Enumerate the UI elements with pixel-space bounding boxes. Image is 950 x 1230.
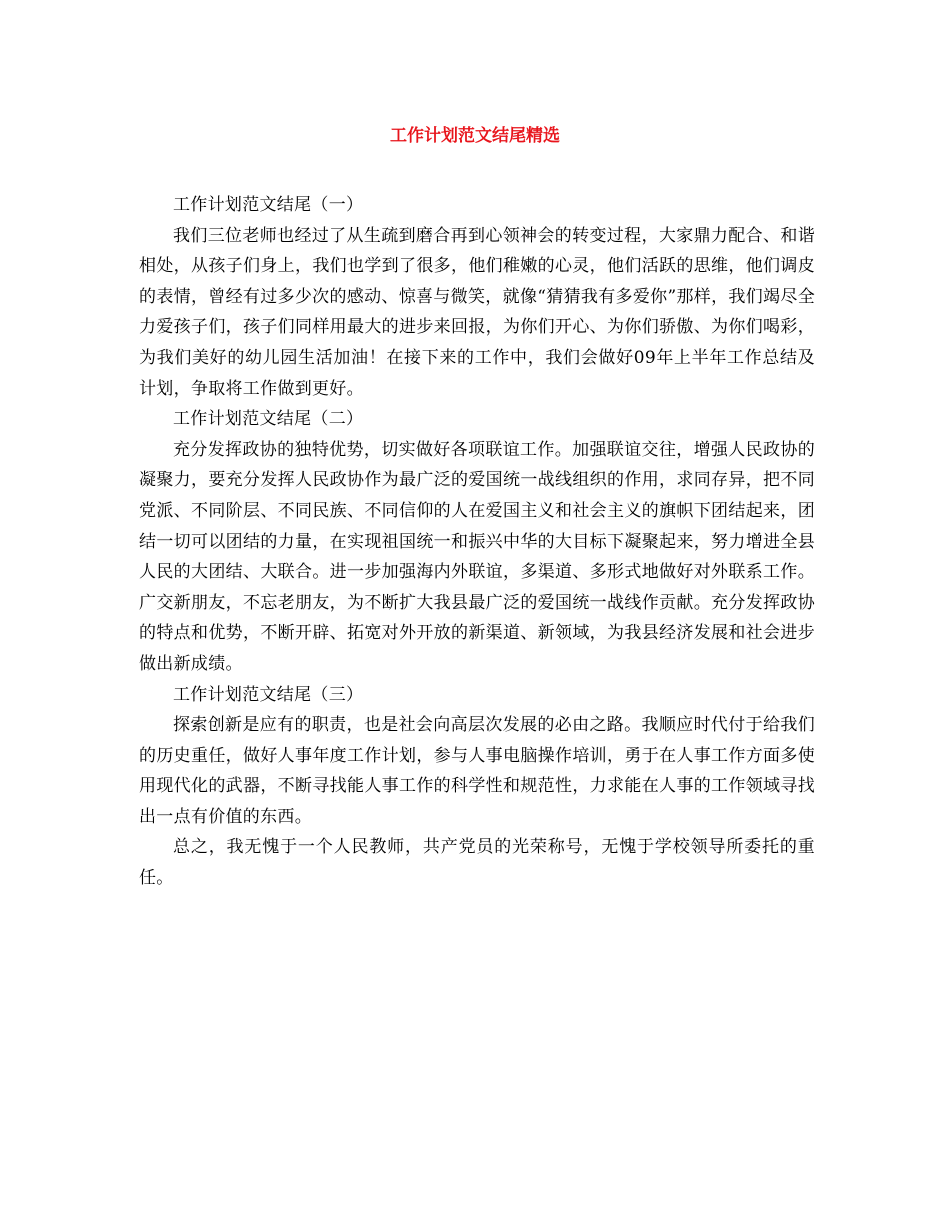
closing-paragraph: 总之，我无愧于一个人民教师，共产党员的光荣称号，无愧于学校领导所委托的重任。	[139, 837, 815, 889]
section-heading-3: 工作计划范文结尾（三）	[173, 684, 364, 705]
section-paragraph-2: 充分发挥政协的独特优势，切实做好各项联谊工作。加强联谊交往，增强人民政协的凝聚力，要充分发挥人民政协作为最广泛的爱国统一战线组织的作用，求同存异，把不同党派、不同阶层、不同民族、不同信仰的人在爱国主义和社会主义的旗帜下团结起来，团结一切可以团结的力量，在实现祖国统一和振兴中华的大目标下凝聚起来，努力增进全县人民的大团结、大联合。进一步加强海内外联谊，多渠道、多形式地做好对外联系工作。广交新朋友，不忘老朋友，为不断扩大我县最广泛的爱国统一战线作贡献。充分发挥政协的特点和优势，不断开辟、拓宽对外开放的新渠道、新领域，为我县经济发展和社会进步做出新成绩。	[139, 439, 815, 674]
section-heading-2: 工作计划范文结尾（二）	[173, 409, 364, 430]
document-body	[139, 190, 815, 894]
document-title: 工作计划范文结尾精选	[390, 126, 560, 146]
section-heading-1: 工作计划范文结尾（一）	[173, 195, 364, 215]
section-paragraph-1: 我们三位老师也经过了从生疏到磨合再到心领神会的转变过程，大家鼎力配合、和谐相处，从孩子们身上，我们也学到了很多，他们稚嫩的心灵，他们活跃的思维，他们调皮的表情，曾经有过多少次的感动、惊喜与微笑，就像“猜猜我有多爱你”那样，我们竭尽全力爱孩子们，孩子们同样用最大的进步来回报，为你们开心、为你们骄傲、为你们喝彩，为我们美好的幼儿园生活加油！在接下来的工作中，我们会做好09年上半年工作总结及计划，争取将工作做到更好。	[139, 225, 815, 399]
section-paragraph-3: 探索创新是应有的职责，也是社会向高层次发展的必由之路。我顺应时代付于给我们的历史重任，做好人事年度工作计划，参与人事电脑操作培训，勇于在人事工作方面多使用现代化的武器，不断寻找能人事工作的科学性和规范性，力求能在人事的工作领域寻找出一点有价值的东西。	[139, 715, 815, 827]
